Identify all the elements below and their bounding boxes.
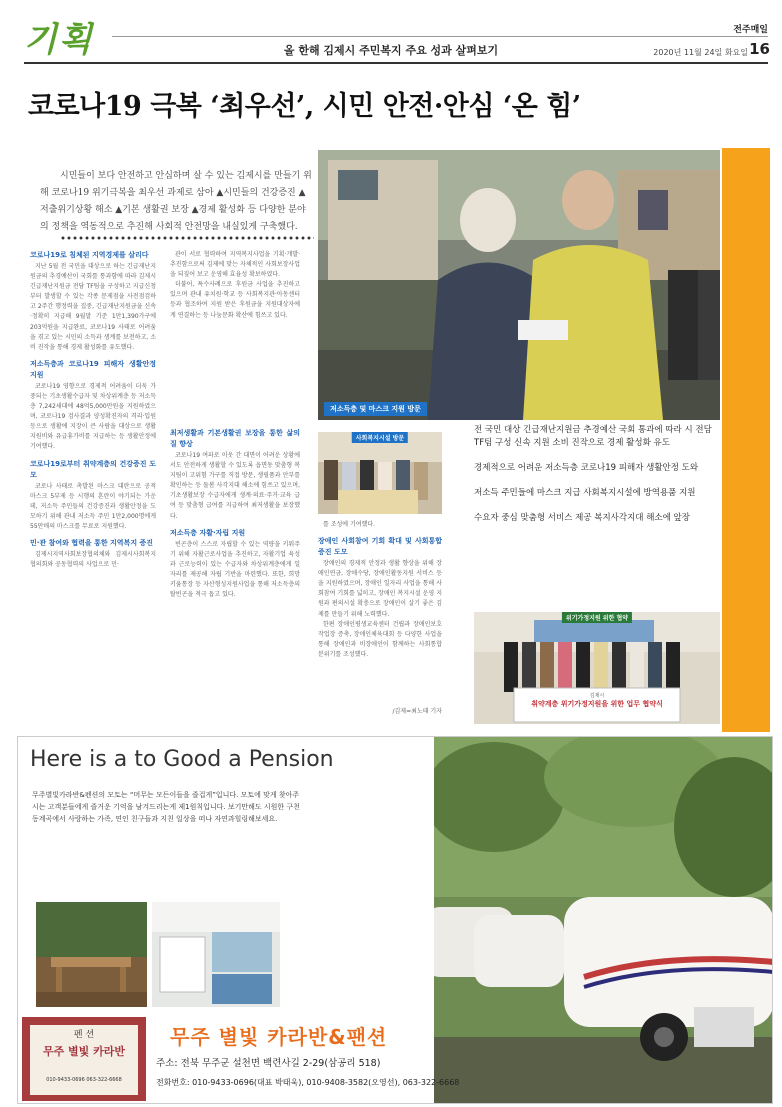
page-number: 16	[749, 40, 770, 58]
subheading: 민·관 참여와 협력을 통한 지역복지 증진	[30, 538, 154, 547]
paragraph: 장애인의 경제적 안정과 생활 향상을 위해 장애인연금, 장애수당, 장애인활동지원 서비스 등을 지원하였으며, 장애인 일자리 사업을 통해 사회참여 기회를 넓히고, 장애인 복지시설 운영 지원과 편의시설 확충으로 장애인이 살기 좋은 김제를 만들기 위해 노력했다.	[318, 560, 442, 618]
paragraph: 코로나 사태로 촉발된 마스크 대란으로 공적 마스크 5부제 등 시행의 혼란이 야기되는 가운데, 저소득 주민들의 건강증진과 생활안정을 도모하기 위해 관내 저소득 주민 1만2,000명에게 55만매의 마스크를 무료로 지원했다.	[30, 482, 156, 530]
header-rule-top	[112, 36, 768, 37]
paragraph: 빈곤층이 스스로 자립할 수 있는 역량을 키워주기 위해 자활근로사업을 추진하고, 자활기업 육성과 근로능력이 있는 수급자와 차상위계층에게 일자리를 제공해 자립 기반을 마련했다. 또한, 희망키움통장 등 자산형성지원사업을 통해 저소득층의 탈빈곤을 적극 돕고 있다.	[170, 540, 300, 599]
article-title: 코로나19 극복 ‘최우선’, 시민 안전·안심 ‘온 힘’	[28, 91, 581, 122]
pension-name: 무주 별빛 카라반&팬션	[170, 1025, 388, 1049]
paragraph: 를 조성에 기여했다.	[323, 521, 376, 528]
paragraph: 김제시지역사회보장협의체와 김제시사회복지협의회와 공동협력의 사업으로 민·	[30, 550, 156, 569]
page-header	[0, 0, 782, 72]
summary-sidebar	[474, 424, 722, 610]
page-headline: 올 한해 김제시 주민복지 주요 성과 살펴보기	[283, 44, 499, 57]
byline: /김제=최노태 기자	[392, 708, 442, 715]
summary-item: 전 국민 대상 긴급재난지원금 추경예산 국회 통과에 따라 시 전담 TF팀 구성 신속 지원 소비 진작으로 경제 활성화 유도	[474, 425, 712, 448]
article-lead: 시민들이 보다 안전하고 안심하며 살 수 있는 김제시를 만들기 위해 코로나19 위기극복을 최우선 과제로 삼아 ▲시민들의 건강증진 ▲저출위기상황 해소 ▲기본 생활권 보장 ▲경제 활성화 등 다양한 분야의 정책을 역동적으로 추진해 사회적 안전망을 내실있게 구축했다.	[40, 171, 312, 232]
header-rule-bottom	[24, 62, 768, 64]
interior-photo	[152, 902, 280, 1007]
pension-sign-photo	[22, 1017, 146, 1101]
subheading: 코로나19로 침체된 지역경제를 살리다	[30, 251, 149, 259]
paragraph: 더불어, 특수사례으로 후원금 사업을 추진하고 있으며 관내 유치원·학교 등 사회복지관·아동센터 등과 협조하여 지원 받은 후원금을 지원대상자에게 연결하는 등 나눔문화 확산에 힘쓰고 있다.	[170, 281, 300, 319]
ad-title: Here is a to Good a Pension	[30, 747, 334, 772]
main-photo-caption: 저소득층 및 마스크 지원 방문	[324, 402, 427, 416]
sign-phone: 010-9433-0696 063-322-6668	[46, 1077, 122, 1083]
sign-top-text: 펜 션	[73, 1030, 95, 1040]
article-column-3	[318, 520, 442, 706]
dotted-divider	[60, 236, 314, 240]
issue-date: 2020년 11월 24일 화요일	[653, 48, 748, 57]
agreement-banner	[518, 692, 676, 709]
article-column-2-bottom	[170, 428, 300, 706]
pension-advertisement	[17, 736, 773, 1104]
banner-title: 취약계층 위기가정지원을 위한 업무 협약식	[531, 700, 663, 708]
subheading: 저소득층 자활·자립 지원	[170, 528, 246, 537]
caravan-photo	[434, 737, 773, 1104]
paragraph: 코로나19 영향으로 경제적 어려움이 더욱 가중되는 기초생활수급자 및 차상위계층 등 저소득층 7,242세대에 48억5,000만원을 지원하였으며, 코로나19 검사결과 양성확진자의 격리·입원 등으로 생활에 지장이 큰 사람을 대상으로 생활지원비와 유급휴가비를 지급하는 등 생활안정에 기여했다.	[30, 382, 156, 451]
deck-illustration	[36, 902, 147, 1007]
paragraph: 지난 5월 전 국민을 대상으로 하는 긴급재난지원금의 추경예산이 국회를 통과함에 따라 김제시 긴급재난지원금 전담 TF팀을 구성하고 지급신청부터 발생할 수 있는 각종 문제점을 사전점검하고 2주간 행정력을 집중, 긴급재난지원금을 신속·정확히 지급해 9월말 기준 1만1,390가구에 203억원을 지급완료, 코로나19 사태로 어려움을 겪고 있는 시민의 소득과 생계를 보전하고, 소비 진작을 통해 경제 활성화를 유도했다.	[30, 263, 156, 351]
subheading: 코로나19로부터 취약계층의 건강증진 도모	[30, 459, 156, 479]
subheading: 최저생활과 기본생활권 보장을 통한 삶의 질 향상	[170, 429, 300, 448]
section-label: 기획	[24, 20, 94, 60]
sign-main-text: 무주 별빛 카라반	[42, 1045, 126, 1058]
deck-photo	[36, 902, 147, 1007]
summary-item: 경제적으로 어려운 저소득층 코로나19 피해자 생활안정 도와	[474, 463, 699, 473]
main-photo-illustration	[318, 150, 720, 420]
article-column-2-top	[170, 250, 300, 430]
banner-org: 김제시	[589, 693, 605, 699]
pension-address: 주소: 전북 무주군 설천면 백련사길 2-29(삼공리 518)	[156, 1058, 381, 1069]
article-column-1	[30, 250, 156, 705]
facility-visit-caption: 사회복지시설 방문	[352, 432, 408, 443]
ad-intro: 무주별빛카라반&펜션의 모토는 “머무는 모든이들을 즐겁게”입니다. 모토에 맞게 찾아주시는 고객분들에게 즐거운 기억을 남겨드리는게 제1원칙입니다. 보기만해도 시원한 구천동계곡에서 사랑하는 가족, 연인 친구들과 지친 일상을 떠나 자연과힐링해보세요.	[32, 791, 300, 823]
summary-item: 수요자 중심 맞춤형 서비스 제공 복지사각지대 해소에 앞장	[474, 513, 690, 523]
summary-item: 저소득 주민들에 마스크 지급 사회복지시설에 방역용품 지원	[474, 488, 696, 498]
facility-visit-photo	[318, 432, 442, 514]
subheading: 장애인 사회참여 기회 확대 및 사회통합 증진 도모	[318, 537, 442, 557]
interior-illustration	[152, 902, 280, 1007]
newspaper-name: 전주매일	[733, 25, 768, 35]
caravan-illustration	[434, 737, 773, 1104]
paragraph: 한편 장애인평생교육센터 건립과 장애인보호작업장 증축, 장애인체육대회 등 다양한 사업을 통해 장애인과 비장애인이 함께하는 사회통합 분위기를 조성했다.	[318, 620, 442, 658]
paragraph: 관이 서로 협력하여 지역복지사업을 기획·개발·추진함으로써 김제에 맞는 자체적인 사회보장사업을 되짚어 보고 운영해 효율성 확보하였다.	[170, 251, 300, 279]
agreement-caption: 위기가정지원 위한 협약	[562, 612, 632, 623]
subheading: 저소득층과 코로나19 피해자 생활안정 지원	[30, 359, 156, 379]
pension-phone: 전화번호: 010-9433-0696(대표 박태욱), 010-9408-3582(오영선), 063-322-6668	[156, 1078, 460, 1087]
main-photo	[318, 150, 720, 420]
agreement-photo	[474, 612, 720, 724]
facility-visit-illustration	[318, 432, 442, 514]
orange-accent-bar	[722, 148, 770, 732]
paragraph: 코로나19 여파로 이웃 간 대면이 어려운 상황에서도 안전하게 생활할 수 있도록 읍면동 맞춤형 복지팀이 고위험 가구를 직접 방문, 생필품과 안부를 확인하는 등 돌봄 사각지대 해소에 힘쓰고 있으며, 기초생활보장 수급자에게 생계·의료·주거·교육 급여 등 맞춤형 급여를 지급하여 최저생활을 보장했다.	[170, 452, 300, 520]
